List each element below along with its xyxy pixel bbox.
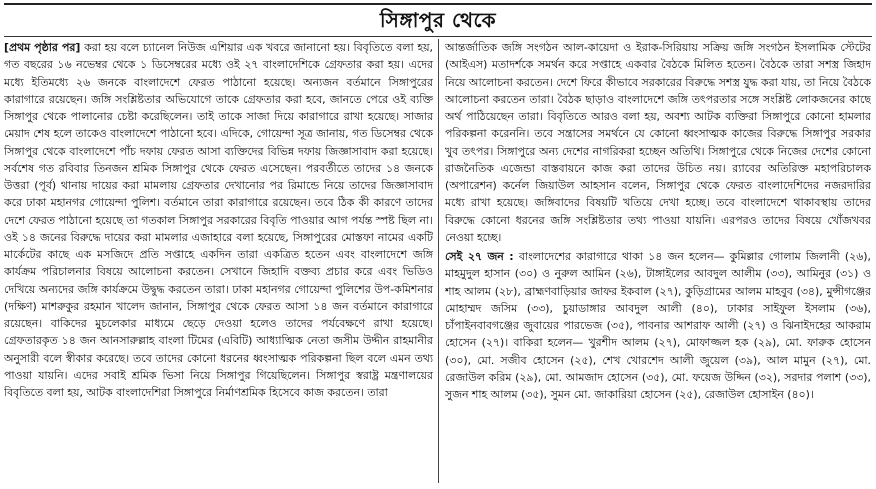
headline-rule bbox=[4, 36, 872, 37]
headline: সিঙ্গাপুর থেকে bbox=[379, 8, 497, 32]
continuation-marker: [প্রথম পৃষ্ঠার পর] bbox=[4, 41, 81, 54]
right-paragraph-1: আন্তর্জাতিক জঙ্গি সংগঠন আল-কায়েদা ও ইরাক-সিরিয়ায় সক্রিয় জঙ্গি সংগঠন ইসলামিক স্টেটের (আইএস) মতাদর্শকে সমর্থন করে সপ্তাহে একবার বৈঠকে মিলিত হতেন। বৈঠকে তারা সশস্ত্র জিহাদ নিয়ে আলোচনা করতেন। দেশে ফিরে কীভাবে সরকারের বিরুদ্ধে সশস্ত্র যুদ্ধ করা যায়, তা নিয়ে বৈঠকে আলোচনা করতেন তারা। বৈঠক ছাড়াও বাংলাদেশে জঙ্গি তৎপরতার সঙ্গে সংশ্লিষ্ট লোকজনের কাছে অর্থ পাঠিয়েছেন তারা। বিবৃতিতে আরও বলা হয়, অবশ্য আটক ব্যক্তিরা সিঙ্গাপুরে কোনো হামলার পরিকল্পনা করেননি। তবে সন্ত্রাসের সমর্থনে যে কোনো ধ্বংসাত্মক কাজের বিরুদ্ধে সিঙ্গাপুর সরকার খুব তৎপর। সিঙ্গাপুরে অন্য দেশের নাগরিকরা হচ্ছেন অতিথি। সিঙ্গাপুরে থেকে নিজের দেশের কোনো রাজনৈতিক এজেন্ডা বাস্তবায়নে কাজ করা তাদের উচিত নয়। র‍্যাবের অতিরিক্ত মহাপরিচালক (অপারেশন) কর্নেল জিয়াউল আহসান বলেন, সিঙ্গাপুর থেকে ফেরত বাংলাদেশিদের নজরদারির মধ্যে রাখা হয়েছে। জঙ্গিবাদের বিষয়টি খতিয়ে দেখা হচ্ছে। তবে বাংলাদেশে থাকাবস্থায় তাদের বিরুদ্ধে কোনো ধরনের জঙ্গি সংশ্লিষ্টতার তথ্য পাওয়া যায়নি। এরপরও তাদের বিষয়ে খোঁজখবর নেওয়া হচ্ছে। bbox=[445, 41, 871, 244]
left-paragraph bbox=[4, 39, 433, 401]
top-rule bbox=[4, 3, 872, 5]
left-column bbox=[4, 39, 433, 487]
right-paragraph-2-text: বাংলাদেশের কারাগারে থাকা ১৪ জন হলেন— কুমিল্লার গোলাম জিলানী (২৬), মাহমুদুল হাসান (৩০) ও নুরুল আমিন (২৬), টাঙ্গাইলের আবদুল আলীম (৩৩), আমিনুর (৩১) ও শাহ আলম (২৮), ব্রাহ্মণবাড়িয়ার জাফর ইকবাল (২৭), কুড়িগ্রামের আলম মাহবুব (৩৪), মুন্সীগঞ্জের মোহাম্মদ জসিম (৩৩), চুয়াডাঙ্গার আবদুল আলী (৪০), ঢাকার সাইফুল ইসলাম (৩৬), চাঁপাইনবাবগঞ্জের জুবায়ের পারভেজ (৩৫), পাবনার আশরাফ আলী (২৭) ও ঝিনাইদহের আকরাম হোসেন (২৭)। বাকিরা হলেন— খুরশীদ আলম (২৭), মোফাজ্জল হক (২৯), মো. ফারুক হোসেন (৩০), মো. সজীব হোসেন (২৫), শেখ খোরশেদ আলী জুয়েল (৩৯), আল মামুন (২৭), মো. রেজাউল করিম (২৯), মো. আমজাদ হোসেন (৩৫), মো. ফয়েজ উদ্দিন (৩২), সরদার পলাশ (৩৩), সুজন শাহ আলম (৩৫), সুমন মো. জাকারিয়া হোসেন (২৫), রেজাউল হোসাইন (৪০)। bbox=[445, 250, 871, 401]
left-paragraph-text: করা হয় বলে চ্যানেল নিউজ এশিয়ার এক খবরে জানানো হয়। বিবৃতিতে বলা হয়, গত বছরের ১৬ নভেম্বর থেকে ১ ডিসেম্বরের মধ্যে ওই ২৭ বাংলাদেশিকে গ্রেফতার করা হয়। এদের মধ্যে ইতিমধ্যে ২৬ জনকে বাংলাদেশে ফেরত পাঠানো হয়েছে। অন্যজন বর্তমানে সিঙ্গাপুরের কারাগারে রয়েছেন। জঙ্গি সংশ্লিষ্টতার অভিযোগে তাকে গ্রেফতার করা হবে, জানতে পেরে ওই ব্যক্তি সিঙ্গাপুর থেকে পালানোর চেষ্টা করেছিলেন। তাই তাকে সাজা দিয়ে কারাগারে রাখা হয়েছে। সাজার মেয়াদ শেষ হলে তাকেও বাংলাদেশে পাঠানো হবে। এদিকে, গোয়েন্দা সূত্র জানায়, গত ডিসেম্বর থেকে সিঙ্গাপুর থেকে বাংলাদেশে পাঁচ দফায় ফেরত আসা ব্যক্তিদের বিভিন্ন দফায় জিজ্ঞাসাবাদ করা হয়েছে। সর্বশেষ গত রবিবার তিনজন শ্রমিক সিঙ্গাপুর থেকে ফেরত এসেছেন। পরবর্তীতে তাদের ১৪ জনকে উত্তরা (পূর্ব) থানায় দায়ের করা মামলায় গ্রেফতার দেখানোর পর রিমান্ডে নিয়ে তাদের জিজ্ঞাসাবাদ করে ঢাকা মহানগর গোয়েন্দা পুলিশ। বর্তমানে তারা কারাগারে রয়েছেন। তবে ঠিক কী কারণে তাদের দেশে ফেরত পাঠানো হয়েছে তা গতকাল সিঙ্গাপুর সরকারের বিবৃতি পাওয়ার আগ পর্যন্ত স্পষ্ট ছিল না। ওই ১৪ জনের বিরুদ্ধে দায়ের করা মামলার এজাহারে বলা হয়েছে, সিঙ্গাপুরের মোস্তফা নামের একটি মার্কেটের কাছে এক মসজিদে প্রতি সপ্তাহে একদিন তারা একত্রিত হতেন এবং বাংলাদেশে জঙ্গি কার্যক্রম পরিচালনার বিষয়ে আলোচনা করতেন। সেখানে জিহাদি বক্তব্য প্রচার করে এবং ভিডিও দেখিয়ে অন্যদের জঙ্গি কার্যক্রমে উদ্বুদ্ধ করতেন তারা। ঢাকা মহানগর গোয়েন্দা পুলিশের উপ-কমিশনার (দক্ষিণ) মাশরুকুর রহমান খালেদ জানান, সিঙ্গাপুর থেকে ফেরত আসা ১৪ জন বর্তমানে কারাগারে রয়েছেন। বাকিদের মুচলেকার মাধ্যমে ছেড়ে দেওয়া হলেও তাদের পর্যবেক্ষণে রাখা হয়েছে। গ্রেফতারকৃত ১৪ জন আনসারুল্লাহ বাংলা টিমের (এবিটি) আধ্যাত্মিক নেতা জসীম উদ্দীন রাহমানীর অনুসারী বলে স্বীকার করেছে। তবে তাদের কোনো ধরনের ধ্বংসাত্মক পরিকল্পনা ছিল বলে এমন তথ্য পাওয়া যায়নি। এদের সবাই শ্রমিক ভিসা নিয়ে সিঙ্গাপুর গিয়েছিলেন। সিঙ্গাপুর স্বরাষ্ট্র মন্ত্রণালয়ের বিবৃতিতে বলা হয়, আটক বাংলাদেশিরা সিঙ্গাপুরে নির্মাণশ্রমিক হিসেবে কাজ করতেন। তারা bbox=[4, 41, 433, 399]
subheading: সেই ২৭ জন : bbox=[445, 250, 514, 263]
column-divider bbox=[438, 39, 439, 483]
right-paragraph-2 bbox=[445, 248, 871, 403]
right-column bbox=[445, 39, 871, 487]
